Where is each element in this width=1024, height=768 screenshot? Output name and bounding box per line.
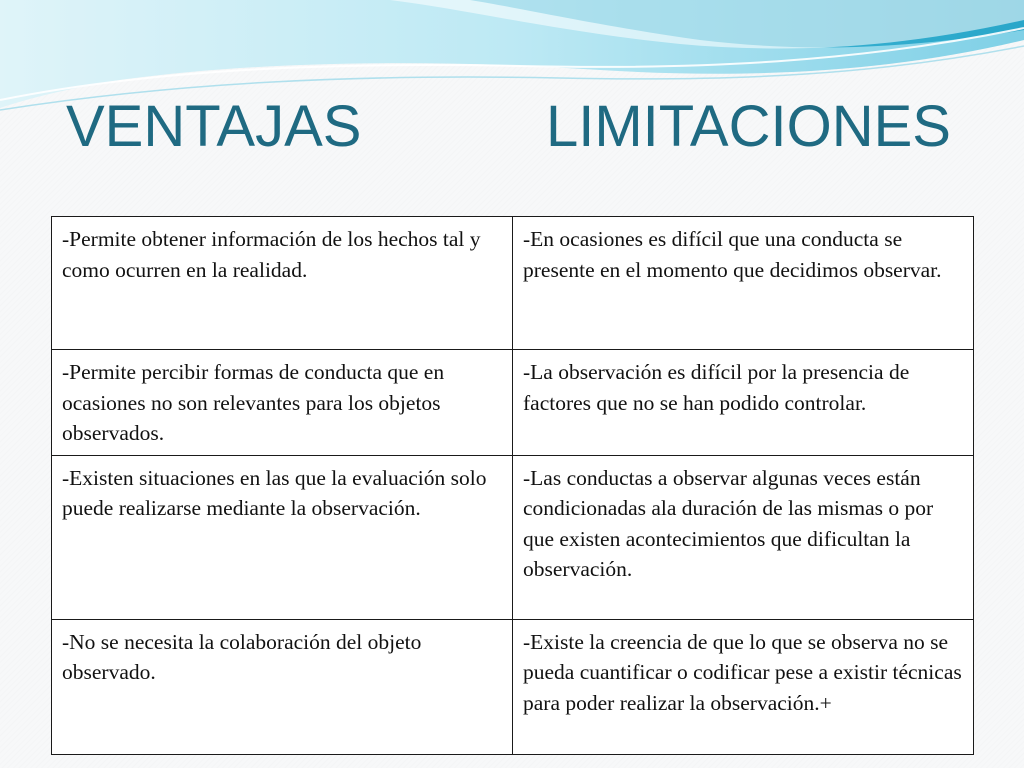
comparison-table <box>51 216 974 755</box>
limitacion-cell: -En ocasiones es difícil que una conducta se presente en el momento que decidimos observar. <box>513 217 974 350</box>
table-row <box>52 217 974 350</box>
ventaja-cell: -Permite percibir formas de conducta que en ocasiones no son relevantes para los objetos observados. <box>52 350 513 456</box>
table-row <box>52 619 974 754</box>
limitacion-cell: -La observación es difícil por la presencia de factores que no se han podido controlar. <box>513 350 974 456</box>
ventaja-cell: -Permite obtener información de los hechos tal y como ocurren en la realidad. <box>52 217 513 350</box>
limitacion-cell: -Existe la creencia de que lo que se observa no se pueda cuantificar o codificar pese a existir técnicas para poder realizar la observación.+ <box>513 619 974 754</box>
limitacion-cell: -Las conductas a observar algunas veces están condicionadas ala duración de las mismas o por que existen acontecimientos que dificultan la observación. <box>513 455 974 619</box>
slide-title-limitaciones: LIMITACIONES <box>546 94 951 159</box>
ventaja-cell: -No se necesita la colaboración del objeto observado. <box>52 619 513 754</box>
table-row <box>52 350 974 456</box>
ventaja-cell: -Existen situaciones en las que la evaluación solo puede realizarse mediante la observación. <box>52 455 513 619</box>
slide-title-ventajas: VENTAJAS <box>66 94 362 159</box>
table-row <box>52 455 974 619</box>
